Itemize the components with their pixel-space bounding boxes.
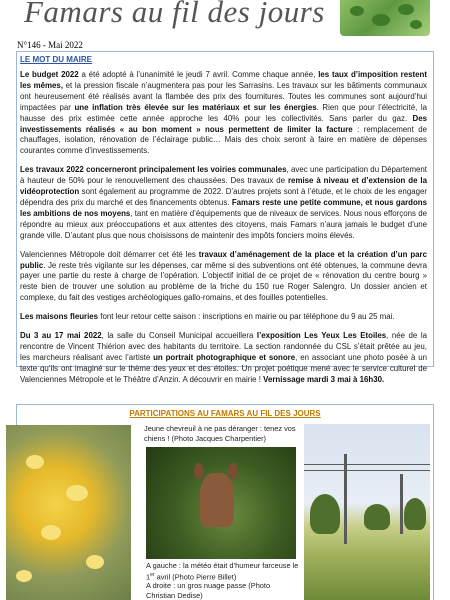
editorial-box — [16, 51, 434, 384]
editorial-paragraph: Du 3 au 17 mai 2022, la salle du Conseil Municipal accueillera l’exposition Les Yeux Les Etoiles, née de la rencontre de Vincent Thiérion avec des habitants du territoire. La section randonnée du CSL s’était prêtée au jeu, les marcheurs réalisant avec l’artiste un portrait photographique et sonore, en associant une photo posée à un texte qu’ils ont imaginé sur le thème des yeux et des étoiles. Un projet poétique mené avec le service culturel de Valenciennes Métropole et le Théâtre d’Anzin. A découvrir en mairie ! Vernissage mardi 3 mai à 16h30. — [20, 331, 427, 384]
photo-caption-weather: A gauche : la météo était d’humeur farceuse le 1er avril (Photo Pierre Billet) A droite : un gros nuage passe (Photo Christian Dedise) — [146, 561, 299, 600]
masthead — [0, 0, 450, 40]
editorial-heading: LE MOT DU MAIRE — [20, 55, 92, 64]
editorial-paragraph: Les travaux 2022 concerneront principalement les voiries communales, avec une participation du Département à hauteur de 50% pour le renouvellement des chaussées. Des travaux de remise à niveau et d’extension de la vidéoprotection sont également au programme de 2022. D’autres projets sont à l’étude, et le choix de les engager dépendra des prix du marché et des financements obtenus. Famars reste une petite commune, et nous gardons les ambitions de nos moyens, tant en matière d’équipements que de niveaux de services. Nous nous efforçons de répondre au mieux aux préoccupations et aux attentes des citoyens, mais Famars n’aura jamais le budget d’une grande ville. D’autant plus que nous choisissons de maintenir des impôts fonciers moins élevés. — [20, 165, 427, 240]
deer-photo — [146, 447, 296, 559]
yellow-flowers-photo — [6, 425, 131, 600]
masthead-photo — [340, 0, 430, 36]
editorial-paragraph: Les maisons fleuries font leur retour cette saison : inscriptions en mairie ou par téléphone du 9 au 25 mai. — [20, 312, 395, 322]
editorial-paragraph: Valenciennes Métropole doit démarrer cet été les travaux d’aménagement de la place et la création d’un parc public. Je reste très vigilante sur les dépenses, car même si des subventions ont été obtenues, la commune devra payer une partie du reste à charge de l’opération. L’objectif initial de ce projet de « rénovation du centre bourg » reste bien de trouver une solution au problème de la friche du 150 rue Roger Salengro. Un dossier ancien et complexe, du fait des vestiges archéologiques gallo-romains, et des fouilles potentielles. — [20, 249, 427, 303]
landscape-photo — [304, 424, 430, 600]
newsletter-title: Famars au fil des jours — [24, 0, 325, 29]
issue-number: N°146 - Mai 2022 — [17, 40, 83, 50]
editorial-paragraph: Le budget 2022 a été adopté à l’unanimité le jeudi 7 avril. Comme chaque année, les taux d’imposition restent les mêmes, et la pression fiscale n’augmentera pas pour les Sarrasins. Les travaux sur les bâtiments communaux ont heureusement été réalisés avant la flambée des prix des fournitures. Toutes les communes sont aujourd’hui impactées par une inflation très élevée sur les matériaux et sur les énergies. Rien que pour l’électricité, la hausse des prix estimée cette année approche les 40% pour les collectivités. Sans parler du gaz. Des investissements réalisés « au bon moment » nous permettent de limiter la facture : remplacement de chauffages, isolation, rénovation de l’éclairage public… Mais des choix seront à faire en matière de dépenses courantes comme d’investissements. — [20, 70, 427, 156]
photo-caption-deer: Jeune chevreuil à ne pas déranger : tenez vos chiens ! (Photo Jacques Charpentier) — [144, 424, 296, 443]
deer-shape — [200, 473, 234, 527]
participations-heading: PARTICIPATIONS AU FAMARS AU FIL DES JOURS — [129, 409, 321, 418]
